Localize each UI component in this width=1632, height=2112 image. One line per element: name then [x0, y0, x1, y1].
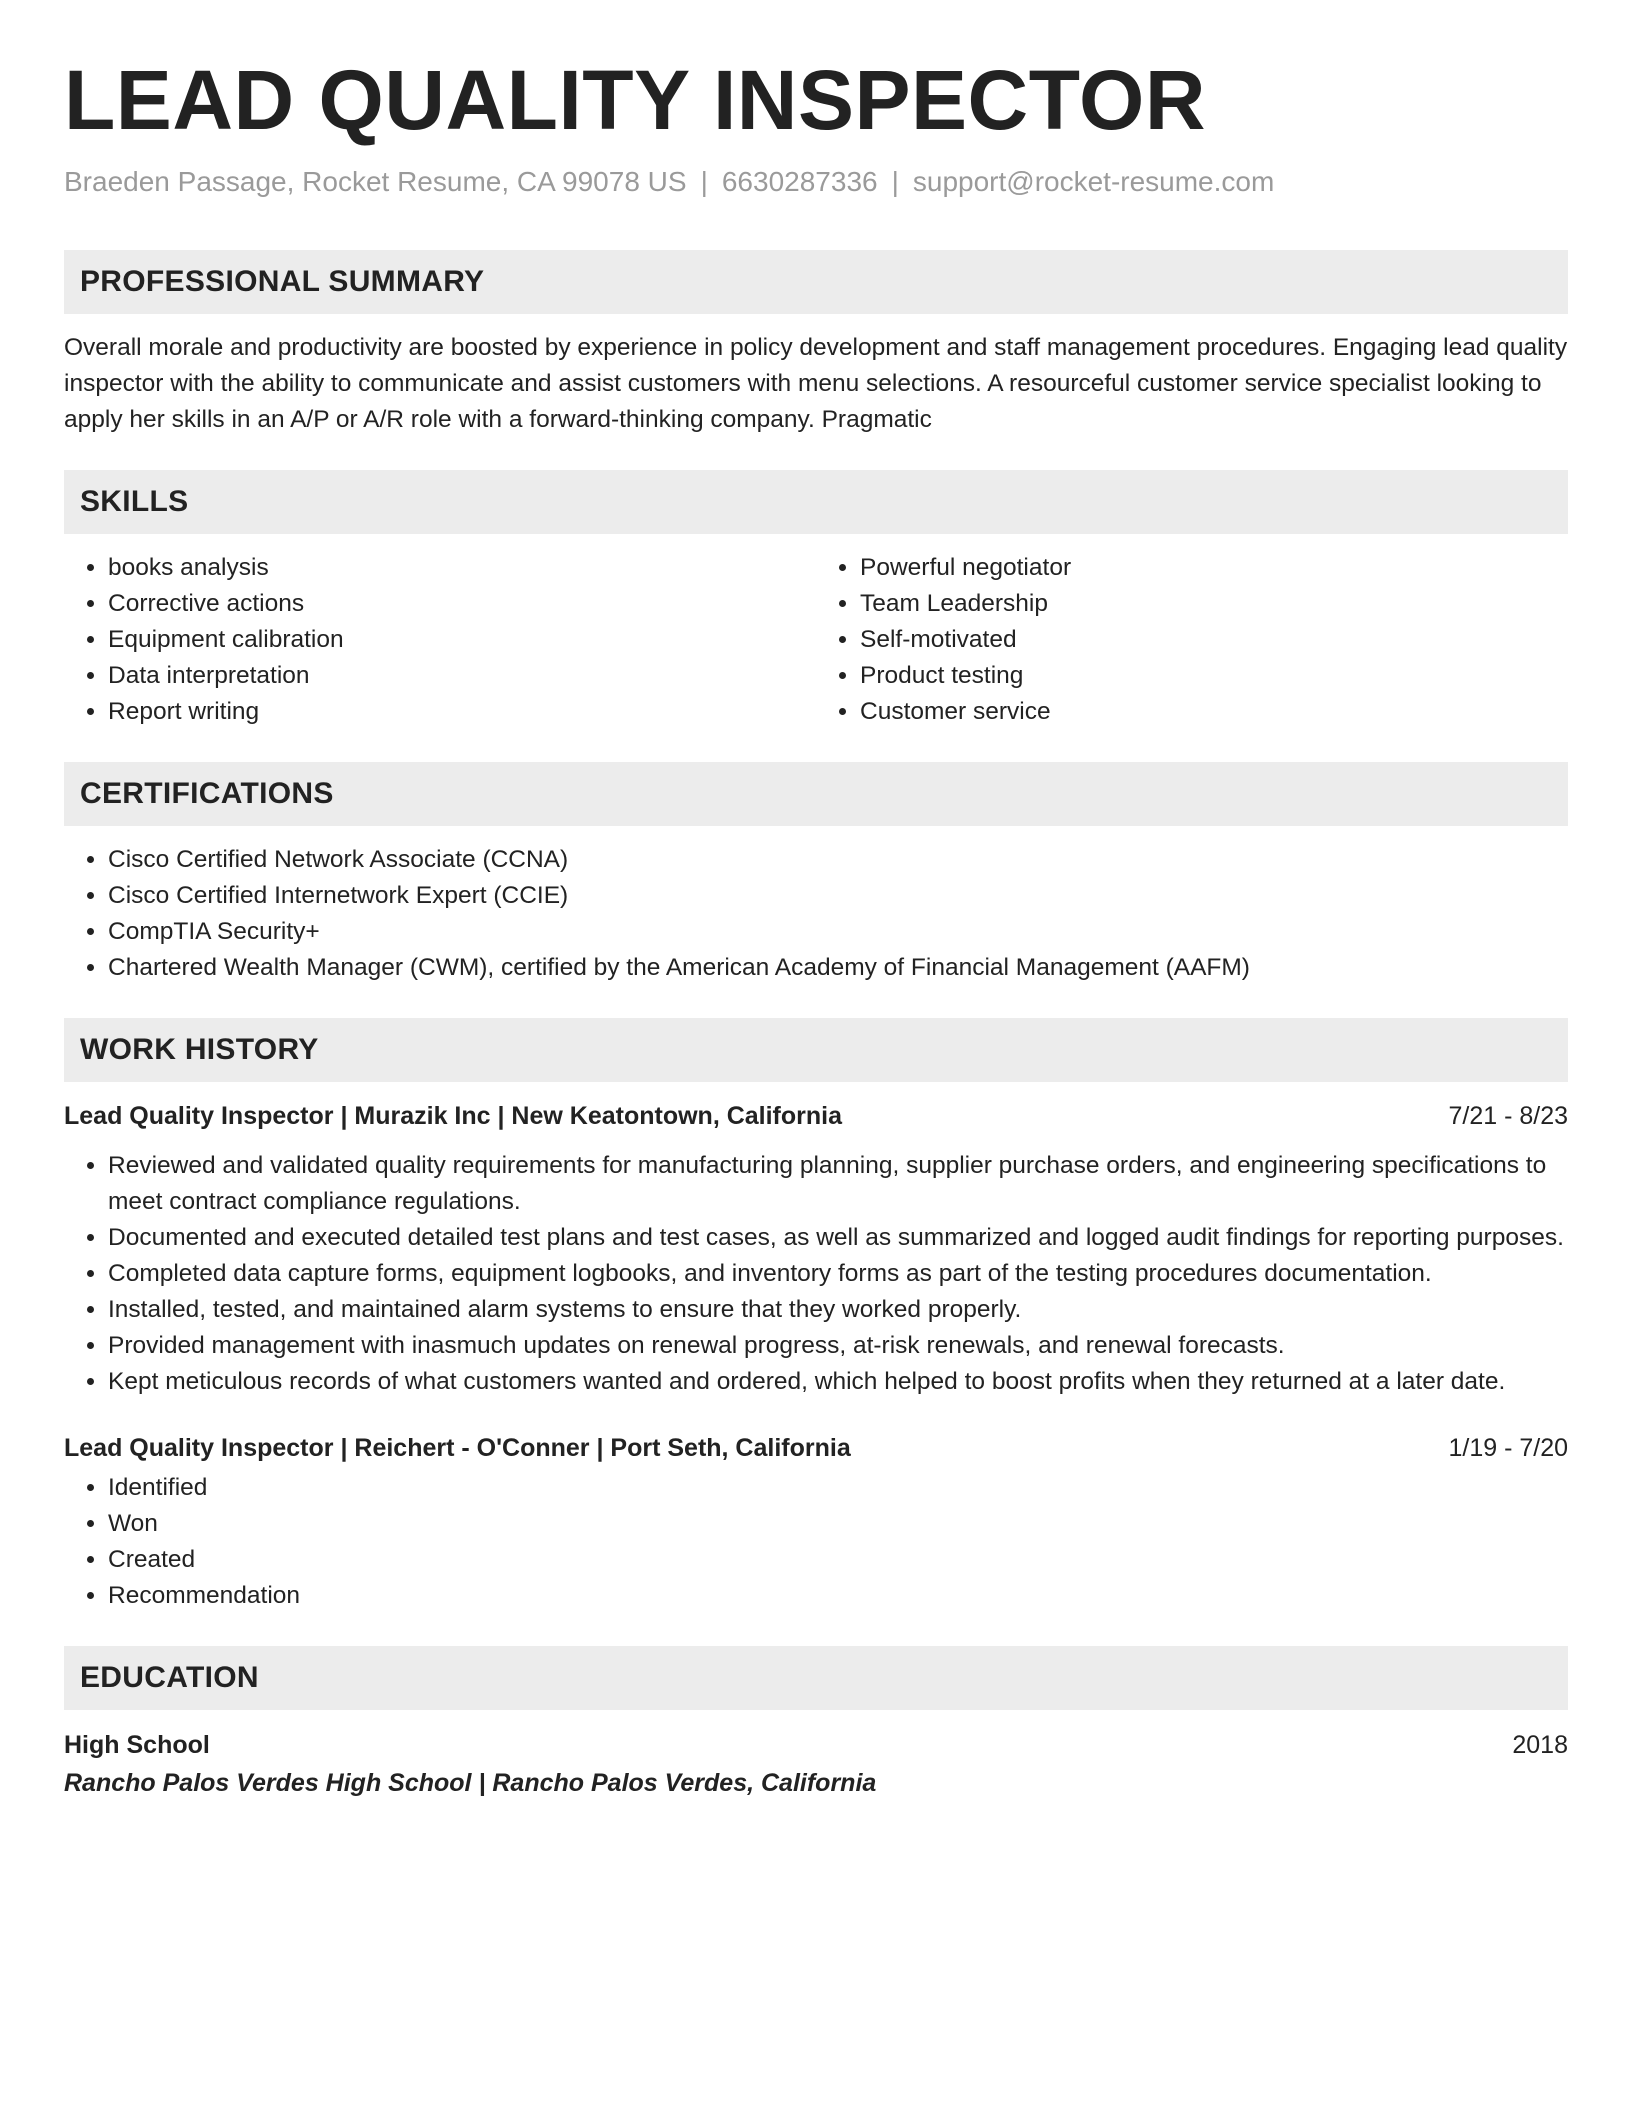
job-entry	[64, 1430, 1568, 1614]
job-bullet: • Reviewed and validated quality requirements for manufacturing planning, supplier purchase orders, and engineering specifications to meet contract compliance regulations.	[108, 1148, 1568, 1220]
skills-section	[64, 470, 1568, 730]
skill-item: • Report writing	[108, 694, 816, 730]
job-bullet: • Documented and executed detailed test plans and test cases, as well as summarized and logged audit findings for reporting purposes.	[108, 1220, 1568, 1256]
job-bullet: • Won	[108, 1506, 1568, 1542]
certifications-header: CERTIFICATIONS	[64, 762, 1568, 826]
job-bullet: • Installed, tested, and maintained alarm systems to ensure that they worked properly.	[108, 1292, 1568, 1328]
resume-title: LEAD QUALITY INSPECTOR	[64, 53, 1207, 147]
certification-item: • CompTIA Security+	[108, 914, 1568, 950]
job-dates: 1/19 - 7/20	[1448, 1434, 1568, 1463]
job-bullet: • Created	[108, 1542, 1568, 1578]
contact-phone: 6630287336	[721, 166, 878, 197]
contact-line	[64, 164, 1568, 200]
contact-separator: |	[700, 166, 708, 197]
job-entry	[64, 1098, 1568, 1400]
skill-item: • Corrective actions	[108, 586, 816, 622]
job-bullet: • Identified	[108, 1470, 1568, 1506]
job-heading: Lead Quality Inspector | Murazik Inc | New Keatontown, California	[64, 1102, 843, 1131]
skill-item: • Product testing	[860, 658, 1568, 694]
job-bullet: • Provided management with inasmuch updates on renewal progress, at-risk renewals, and renewal forecasts.	[108, 1328, 1568, 1364]
job-bullet: • Kept meticulous records of what customers wanted and ordered, which helped to boost profits when they returned at a later date.	[108, 1364, 1568, 1400]
skills-list-left	[64, 550, 816, 730]
skill-item: • Self-motivated	[860, 622, 1568, 658]
contact-separator: |	[891, 166, 899, 197]
contact-email: support@rocket-resume.com	[912, 166, 1275, 197]
job-dates: 7/21 - 8/23	[1448, 1102, 1568, 1131]
skills-header: SKILLS	[64, 470, 1568, 534]
education-school: Rancho Palos Verdes High School | Rancho Palos Verdes, California	[64, 1769, 877, 1798]
skill-item: • Data interpretation	[108, 658, 816, 694]
certifications-section	[64, 762, 1568, 986]
job-heading: Lead Quality Inspector | Reichert - O'Conner | Port Seth, California	[64, 1434, 851, 1463]
job-bullet: • Completed data capture forms, equipment logbooks, and inventory forms as part of the testing procedures documentation.	[108, 1256, 1568, 1292]
job-bullet: • Recommendation	[108, 1578, 1568, 1614]
job-bullets	[64, 1470, 1568, 1614]
certification-item: • Cisco Certified Network Associate (CCNA)	[108, 842, 1568, 878]
education-year: 2018	[1512, 1731, 1568, 1760]
skill-item: • books analysis	[108, 550, 816, 586]
work-history-header: WORK HISTORY	[64, 1018, 1568, 1082]
education-degree: High School	[64, 1731, 210, 1760]
skill-item: • Team Leadership	[860, 586, 1568, 622]
contact-address: Braeden Passage, Rocket Resume, CA 99078 US	[64, 166, 687, 197]
job-bullets	[64, 1148, 1568, 1400]
skill-item: • Powerful negotiator	[860, 550, 1568, 586]
certification-item: • Chartered Wealth Manager (CWM), certified by the American Academy of Financial Management (AAFM)	[108, 950, 1568, 986]
summary-text: Overall morale and productivity are boosted by experience in policy development and staff management procedures. Engaging lead quality inspector with the ability to communicate and assist customers with menu selections. A resourceful customer service specialist looking to apply her skills in an A/P or A/R role with a forward-thinking company. Pragmatic	[64, 334, 1568, 434]
skill-item: • Equipment calibration	[108, 622, 816, 658]
skill-item: • Customer service	[860, 694, 1568, 730]
education-header: EDUCATION	[64, 1646, 1568, 1710]
work-history-section	[64, 1018, 1568, 1614]
education-section	[64, 1646, 1568, 1802]
summary-section	[64, 250, 1568, 438]
certifications-list	[64, 842, 1568, 986]
certification-item: • Cisco Certified Internetwork Expert (CCIE)	[108, 878, 1568, 914]
skills-list-right	[816, 550, 1568, 730]
summary-header: PROFESSIONAL SUMMARY	[64, 250, 1568, 314]
